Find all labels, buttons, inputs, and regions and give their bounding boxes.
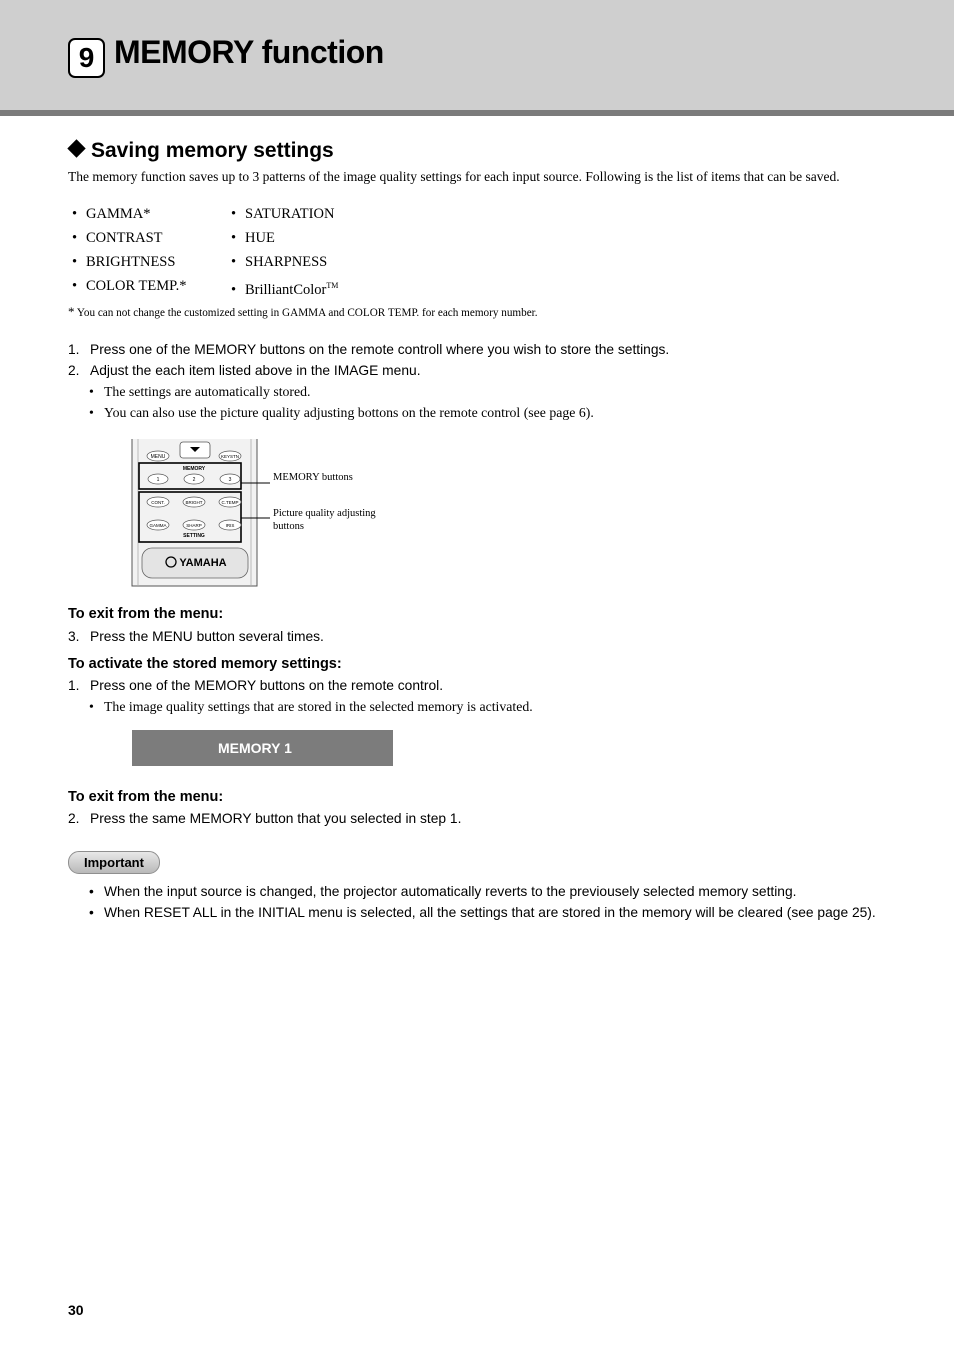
exit-heading-1: To exit from the menu: [68,606,224,622]
sub-bullet-text: The settings are automatically stored. [104,384,311,399]
picture-callout-line2: buttons [273,521,304,532]
activate-heading: To activate the stored memory settings: [68,656,342,672]
brilliantcolor-label: BrilliantColor [245,281,327,298]
list-item: • BRIGHTNESS [72,250,186,274]
footnote-mark: * [68,304,75,319]
step-number: 2. [68,363,80,378]
step-text: Press the same MEMORY button that you selected in step 1. [90,811,462,826]
exit-step-2 [68,811,461,826]
picture-callout-line1: Picture quality adjusting [273,508,376,519]
diamond-bullet-icon [67,139,85,157]
exit-heading-2: To exit from the menu: [68,789,224,805]
important-bullet: • When the input source is changed, the projector automatically reverts to the previousely selected memory setting. [89,884,797,899]
footnote [68,304,538,320]
list-item: • COLOR TEMP.* [72,274,186,298]
memory-callout: MEMORY buttons [273,472,353,483]
step-number: 1. [68,342,80,357]
step-1 [68,342,669,357]
section-title [68,139,334,163]
osd-memory-indicator [132,730,393,766]
list-item: • SATURATION [231,202,338,226]
exit-step [68,629,324,644]
iris-button-label: IRIS [225,523,235,528]
color-temp-button-label: C.TEMP [221,500,239,505]
step-number: 2. [68,811,80,826]
sharpness-button-label: SHARP [186,523,202,528]
keystone-button-label: KEYSTN [220,454,240,459]
sub-bullet-text: You can also use the picture quality adjusting bottons on the remote control (see page 6). [104,405,594,420]
section-title-text: Saving memory settings [91,139,334,162]
step-sub-bullet: • The settings are automatically stored. [89,384,311,399]
step-sub-bullet: • You can also use the picture quality adjusting bottons on the remote control (see page 6). [89,405,594,420]
list-item: • HUE [231,226,338,250]
activate-step [68,678,443,693]
list-item: • GAMMA* [72,202,186,226]
step-number: 1. [68,678,80,693]
brand-label: YAMAHA [179,557,227,569]
step-text: Adjust the each item listed above in the IMAGE menu. [90,363,421,378]
saveable-items-left [72,202,186,298]
contrast-button-label: CONT. [151,500,165,505]
important-badge: Important [68,851,160,874]
osd-memory-label: MEMORY 1 [218,740,292,756]
important-text: When the input source is changed, the projector automatically reverts to the previousely selected memory setting. [104,884,797,899]
sub-bullet-text: The image quality settings that are stored in the selected memory is activated. [104,699,533,714]
gamma-button-label: GAMMA [149,523,167,528]
brightness-button-label: BRIGHT [185,500,203,505]
important-text: When RESET ALL in the INITIAL menu is selected, all the settings that are stored in the memory will be cleared (see page 25). [104,905,876,920]
setting-label: SETTING [183,533,205,539]
step-text: Press one of the MEMORY buttons on the remote control. [90,678,444,693]
list-item: • CONTRAST [72,226,186,250]
important-bullet: • When RESET ALL in the INITIAL menu is selected, all the settings that are stored in the memory will be cleared (see page 25). [89,905,876,920]
chapter-number-badge: 9 [68,38,105,78]
page-number: 30 [68,1302,84,1318]
saveable-items-right [231,202,338,302]
footnote-text: You can not change the customized setting in GAMMA and COLOR TEMP. for each memory number. [76,307,538,319]
chapter-title: MEMORY function [114,34,384,70]
step-text: Press one of the MEMORY buttons on the remote controll where you wish to store the settings. [90,342,670,357]
memory-1-label: 1 [156,477,160,483]
step-number: 3. [68,629,80,644]
step-2 [68,363,421,378]
memory-label: MEMORY [182,466,206,472]
step-text: Press the MENU button several times. [90,629,324,644]
intro-paragraph: The memory function saves up to 3 patterns of the image quality settings for each input source. Following is the list of items that can be saved. [68,169,840,184]
memory-3-label: 3 [228,477,232,483]
memory-2-label: 2 [192,477,196,483]
list-item [231,274,338,302]
remote-control-illustration [130,438,390,588]
trademark-symbol: TM [326,281,339,290]
list-item: • SHARPNESS [231,250,338,274]
menu-button-label: MENU [150,454,166,460]
header-divider [0,110,954,116]
activate-sub-bullet: • The image quality settings that are stored in the selected memory is activated. [89,699,533,714]
